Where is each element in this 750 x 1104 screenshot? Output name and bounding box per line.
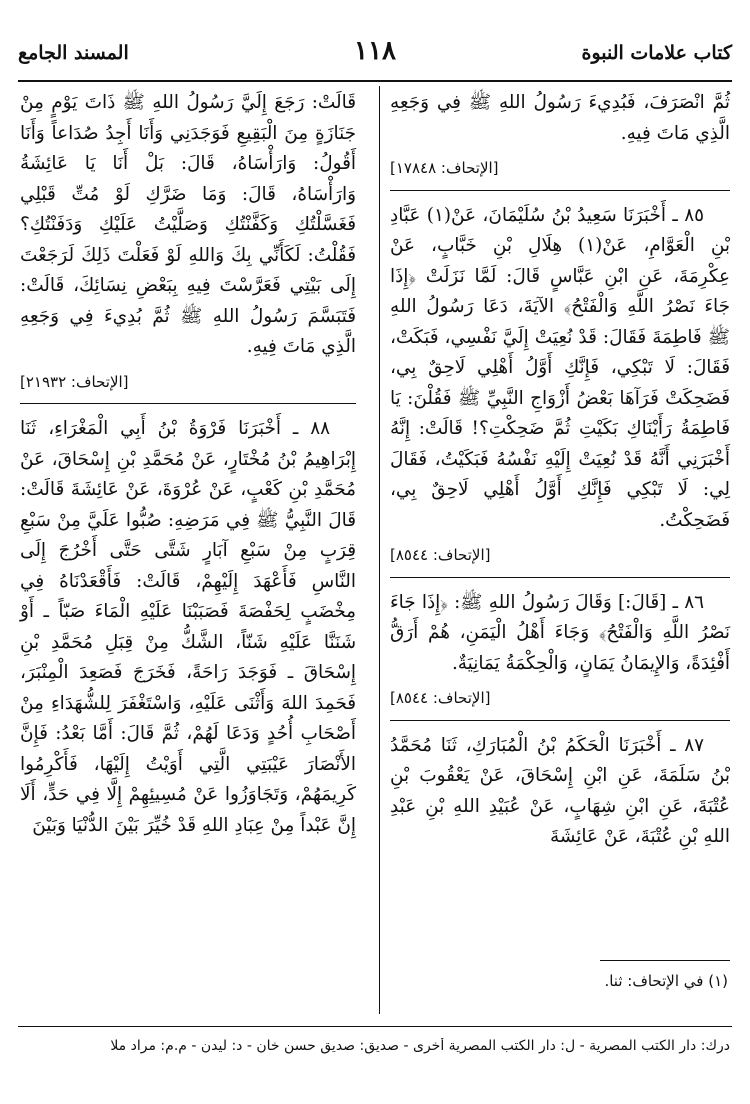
hadith-text: ثُمَّ انْصَرَفَ، فَبُدِيءَ رَسُولُ اللهِ ﷺ فِي وَجَعِهِ الَّذِي مَاتَ فِيهِ.: [390, 92, 730, 144]
hadith-87: ٨٧ ـ أَخْبَرَنَا الْحَكَمُ بْنُ الْمُبَارَكِ، ثَنَا مُحَمَّدُ بْنُ سَلَمَةَ، عَنِ ابْنِ إِسْحَاقَ، عَنْ يَعْقُوبَ بْنِ عُتْبَةَ، عَنِ ابْنِ شِهَابٍ، عَنْ عُبَيْدِ اللهِ بْنِ عَبْدِ اللهِ بْنِ عُتْبَةَ، عَنْ عَائِشَةَ: [390, 734, 730, 847]
section-divider: [390, 190, 730, 191]
ithaf-reference: [الإتحاف: ٢١٩٣٢]: [20, 372, 129, 391]
page-number: ١١٨: [354, 36, 396, 66]
section-divider: [390, 720, 730, 721]
footer-rule: [18, 1026, 732, 1027]
left-column: [20, 88, 356, 847]
footnote-rule: [600, 960, 730, 961]
header-rule: [18, 80, 732, 82]
footnote: (١) في الإتحاف: ثنا.: [604, 972, 728, 990]
ithaf-reference: [الإتحاف: ١٧٨٤٨]: [390, 159, 499, 177]
series-title: المسند الجامع: [18, 42, 129, 64]
manuscript-sigla: درك: دار الكتب المصرية - ل: دار الكتب المصرية أخرى - صديق: صديق حسن خان - د: ليدن - م.م: مراد ملا: [110, 1038, 730, 1054]
hadith-85: ٨٥ ـ أَخْبَرَنَا سَعِيدُ بْنُ سُلَيْمَانَ، عَنْ(١) عَبَّادِ بْنِ الْعَوَّامِ، عَنْ(١) هِلَالِ بْنِ خَبَّابٍ، عَنْ عِكْرِمَةَ، عَنِ ابْنِ عَبَّاسٍ قَالَ: لَمَّا نَزَلَتْ ﴿إِذَا جَاءَ نَصْرُ اللَّهِ وَالْفَتْحُ﴾ الآيَةَ، دَعَا رَسُولُ اللهِ ﷺ فَاطِمَةَ فَقَالَ: قَدْ نُعِيَتْ إِلَيَّ نَفْسِي، فَبَكَتْ، فَقَالَ: لَا تَبْكِي، فَإِنَّكِ أَوَّلُ أَهْلِي لَاحِقٌ بِي، فَضَحِكَتْ فَرَآهَا بَعْضُ أَزْوَاجِ النَّبِيِّ ﷺ فَقُلْنَ: يَا فَاطِمَةُ رَأَيْنَاكِ بَكَيْتِ ثُمَّ ضَحِكْتِ؟! قَالَتْ: إِنَّهُ أَخْبَرَنِي أَنَّهُ قَدْ نُعِيَتْ إِلَيْهِ نَفْسُهُ فَبَكَيْتُ، فَقَالَ لِي: لَا تَبْكِي فَإِنَّكِ أَوَّلُ أَهْلِي لَاحِقٌ بِي، فَضَحِكْتُ.: [390, 204, 730, 531]
hadith-88: ٨٨ ـ أَخْبَرَنَا فَرْوَةُ بْنُ أَبِي الْمَغْرَاءِ، ثَنَا إِبْرَاهِيمُ بْنُ مُخْتَارٍ، عَنْ مُحَمَّدِ بْنِ إِسْحَاقَ، عَنْ مُحَمَّدِ بْنِ كَعْبٍ، عَنْ عُرْوَةَ، عَنْ عَائِشَةَ قَالَتْ: قَالَ النَّبِيُّ ﷺ فِي مَرَضِهِ: صُبُّوا عَلَيَّ مِنْ سَبْعِ قِرَبٍ مِنْ سَبْعِ آبَارٍ شَتَّى حَتَّى أَخْرُجَ إِلَى النَّاسِ فَأَعْهَدَ إِلَيْهِمْ، قَالَتْ: فَأَقْعَدْنَاهُ فِي مِخْضَبٍ لِحَفْصَةَ فَصَبَبْنَا عَلَيْهِ الْمَاءَ صَبّاً ـ أَوْ شَنَنَّا عَلَيْهِ شَنّاً، الشَّكُّ مِنْ قِبَلِ مُحَمَّدِ بْنِ إِسْحَاقَ ـ فَوَجَدَ رَاحَةً، فَخَرَجَ فَصَعِدَ الْمِنْبَرَ، فَحَمِدَ اللهَ وَأَثْنَى عَلَيْهِ، وَاسْتَغْفَرَ لِلشُّهَدَاءِ مِنْ أَصْحَابِ أُحُدٍ وَدَعَا لَهُمْ، ثُمَّ قَالَ: أَمَّا بَعْدُ: فَإِنَّ الأَنْصَارَ عَيْبَتِي الَّتِي أَوَيْتُ إِلَيْهَا، فَأَكْرِمُوا كَرِيمَهُمْ، وَتَجَاوَزُوا عَنْ مُسِيئِهِمْ إِلَّا فِي حَدٍّ، أَلَا إِنَّ عَبْداً مِنْ عِبَادِ اللهِ قَدْ خُيِّرَ بَيْنَ الدُّنْيَا وَبَيْنَ: [20, 418, 356, 836]
column-divider: [379, 86, 380, 1014]
hadith-86: ٨٦ ـ [قَالَ:] وَقَالَ رَسُولُ اللهِ ﷺ: ﴿إِذَا جَاءَ نَصْرُ اللَّهِ وَالْفَتْحُ﴾ وَجَاءَ أَهْلُ الْيَمَنِ، هُمْ أَرَقُّ أَفْئِدَةً، وَالإِيمَانُ يَمَانٍ، وَالْحِكْمَةُ يَمَانِيَةٌ.: [390, 591, 730, 674]
right-column: [390, 88, 730, 859]
hadith-text: قَالَتْ: رَجَعَ إِلَيَّ رَسُولُ اللهِ ﷺ ذَاتَ يَوْمٍ مِنْ جَنَازَةٍ مِنَ الْبَقِيعِ فَوَجَدَنِي وَأَنَا أَجِدُ صُدَاعاً وَأَنَا أَقُولُ: وَارَأْسَاهُ، قَالَ: بَلْ أَنَا يَا عَائِشَةُ وَارَأْسَاهُ، قَالَ: وَمَا ضَرَّكِ لَوْ مُتِّ قَبْلِي فَغَسَّلْتُكِ وَكَفَّنْتُكِ وَصَلَّيْتُ عَلَيْكِ وَدَفَنْتُكِ؟ فَقُلْتُ: لَكَأَنِّي بِكَ وَاللهِ لَوْ فَعَلْتَ ذَلِكَ لَرَجَعْتَ إِلَى بَيْتِي فَعَرَّسْتَ فِيهِ بِبَعْضِ نِسَائِكَ، قَالَتْ: فَتَبَسَّمَ رَسُولُ اللهِ ﷺ ثُمَّ بُدِيءَ فِي وَجَعِهِ الَّذِي مَاتَ فِيهِ.: [20, 92, 356, 357]
section-divider: [390, 577, 730, 578]
section-divider: [20, 403, 356, 404]
ithaf-reference: [الإتحاف: ٨٥٤٤]: [390, 546, 491, 564]
book-title: كتاب علامات النبوة: [581, 42, 732, 64]
page-header: [18, 34, 732, 76]
ithaf-reference: [الإتحاف: ٨٥٤٤]: [390, 689, 491, 707]
